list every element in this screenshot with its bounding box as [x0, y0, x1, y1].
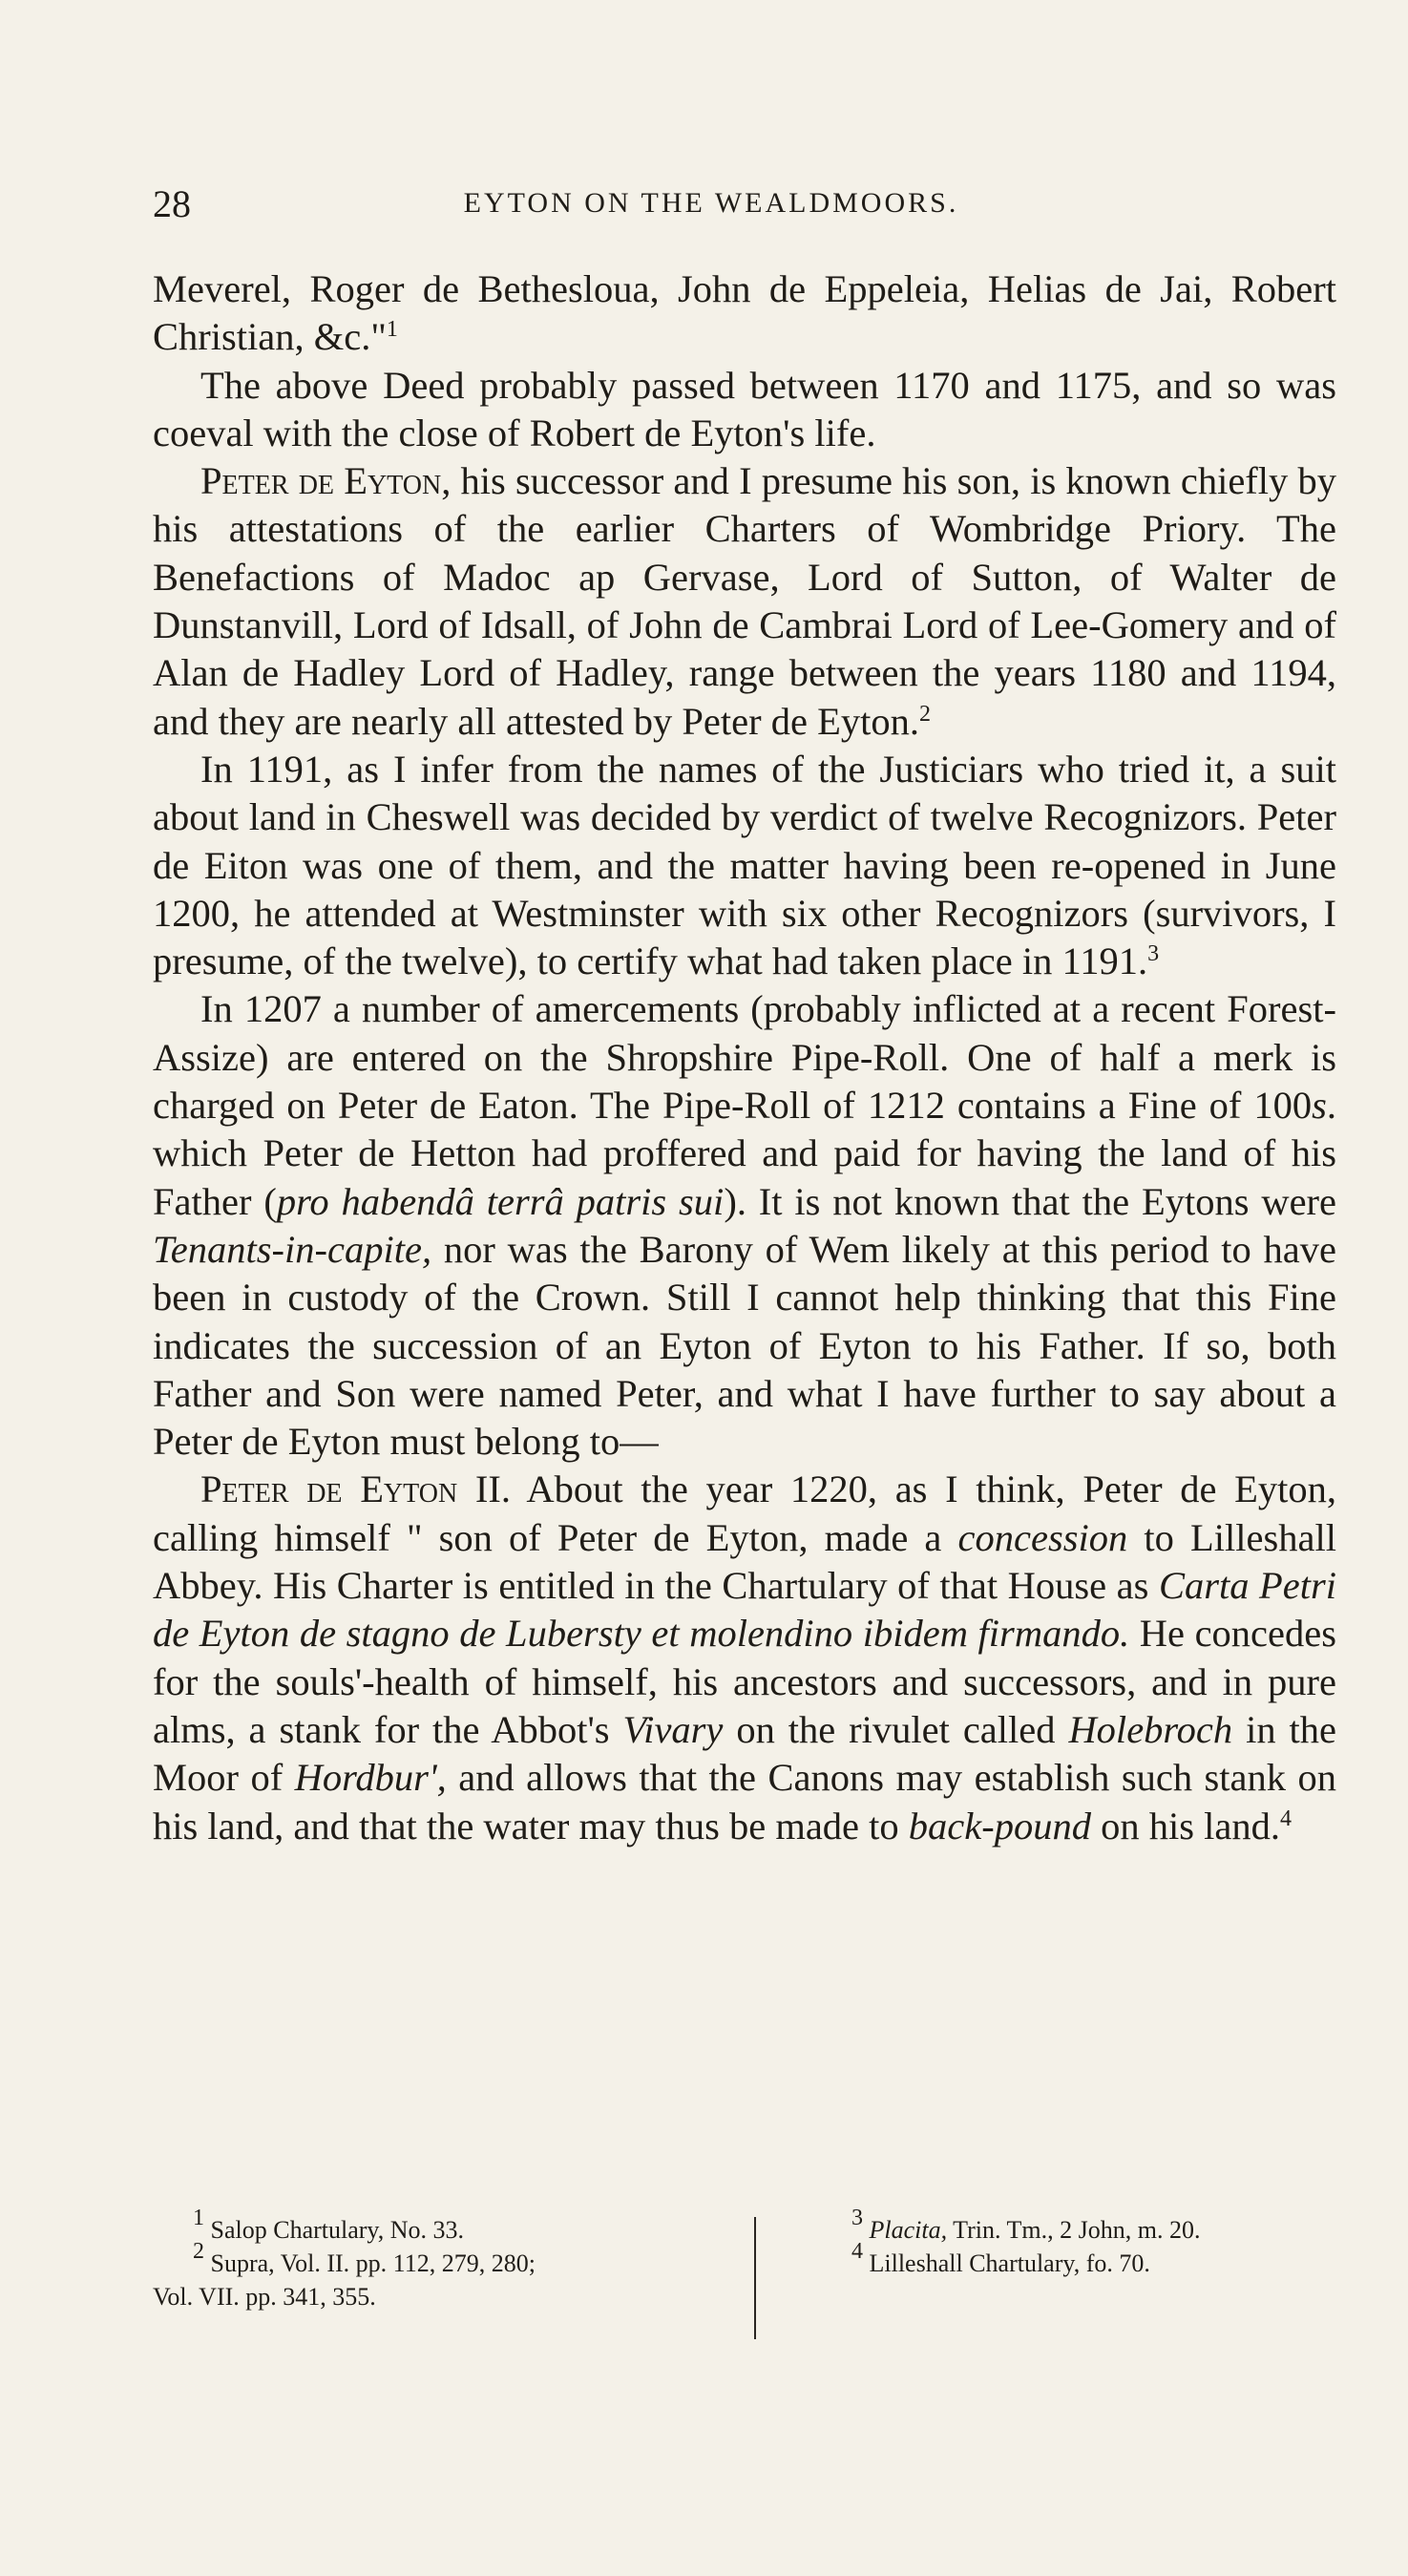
paragraph-4-text: In 1191, as I infer from the names of the Justiciars who tried it, a suit about land in Cheswell was decided by verdict of twelve Recognizors. Peter de Eiton was one of them, and the matter having been re-opened in June 1200, he attended at Westminster with six other Recognizors (survivors, I presume, of the twelve), to certify what had taken place in 1191.: [153, 747, 1336, 983]
paragraph-6-text-c: He concedes for the souls'-health of himself, his ancestors and successors, and in pure alms, a stank for the Abbot's: [153, 1612, 1337, 1751]
paragraph-6: [153, 1466, 1336, 1849]
paragraph-1-text: Meverel, Roger de Bethesloua, John de Eppeleia, Helias de Jai, Robert Christian, &c.": [153, 267, 1336, 359]
footnote-ref-2: 2: [918, 701, 931, 727]
footnote-ref-1: 1: [386, 317, 398, 343]
paragraph-6-text-g: on his land.: [1091, 1804, 1280, 1848]
footnote-3-italic: Placita,: [869, 2216, 948, 2244]
paragraph-5: [153, 985, 1336, 1466]
footnote-divider: [754, 2217, 756, 2339]
body-text: [153, 265, 1336, 1850]
italic-term-hordbur: Hordbur',: [294, 1756, 447, 1800]
italic-term-concession: concession: [957, 1515, 1128, 1559]
italic-term-back-pound: back-pound: [908, 1804, 1091, 1848]
paragraph-5-text-d: nor was the Barony of Wem likely at this period to have been in custody of the Crown. Still I cannot help thinking that this Fine indicates the succession of an Eyton of Eyton to his Father. If so, both Father and Son were named Peter, and what I have further to say about a Peter de Eyton must belong to—: [153, 1227, 1336, 1464]
person-name-peter-de-eyton-ii: Peter de Eyton II.: [200, 1467, 511, 1511]
footnote-3: [811, 2206, 1289, 2247]
footnote-1-text: Salop Chartulary, No. 33.: [204, 2216, 464, 2244]
footnote-3-text: Trin. Tm., 2 John, m. 20.: [947, 2216, 1201, 2244]
paragraph-3-text: , his successor and I presume his son, is known chiefly by his attestations of the earlier Charters of Wombridge Priory. The Benefactions of Madoc ap Gervase, Lord of Sutton, of Walter de Dunstanvill, Lord of Idsall, of John de Cambrai Lord of Lee-Gomery and of Alan de Hadley Lord of Hadley, range between the years 1180 and 1194, and they are nearly all attested by Peter de Eyton.: [153, 459, 1336, 743]
paragraph-1: [153, 265, 1336, 362]
paragraph-6-text-b: to Lilleshall Abbey. His Charter is entitled in the Chartulary of that House as: [153, 1515, 1336, 1608]
italic-term-tenants-in-capite: Tenants-in-capite,: [153, 1227, 432, 1271]
person-name-peter-de-eyton: Peter de Eyton: [200, 459, 442, 503]
footnotes: [153, 2206, 1298, 2342]
footnotes-right-column: [811, 2206, 1289, 2280]
footnote-4-number: 4: [851, 2239, 863, 2264]
paragraph-5-text-c: ). It is not known that the Eytons were: [724, 1179, 1337, 1223]
footnote-3-number: 3: [851, 2206, 863, 2230]
footnote-4: [811, 2239, 1289, 2280]
running-title: EYTON ON THE WEALDMOORS.: [463, 187, 959, 219]
shillings-abbrev: s: [1312, 1084, 1327, 1128]
paragraph-2: The above Deed probably passed between 1170 and 1175, and so was coeval with the close of Robert de Eyton's life.: [153, 363, 1336, 454]
paragraph-5-text-a: In 1207 a number of amercements (probably inflicted at a recent Forest-Assize) are entered on the Shropshire Pipe-Roll. One of half a merk is charged on Peter de Eaton. The Pipe-Roll of 1212 contains a Fine of 100: [153, 987, 1336, 1128]
footnote-2: [153, 2239, 745, 2280]
paragraph-6-text-f: and allows that the Canons may establish such stank on his land, and that the water may thus be made to: [153, 1756, 1336, 1848]
page-header: [153, 181, 1270, 229]
paragraph-4: [153, 746, 1336, 985]
page-number: 28: [153, 182, 191, 225]
footnote-ref-3: 3: [1147, 941, 1160, 967]
footnote-ref-4: 4: [1280, 1805, 1292, 1831]
footnote-2-continued: Vol. VII. pp. 341, 355.: [153, 2283, 376, 2311]
italic-term-holebroch: Holebroch: [1068, 1707, 1233, 1751]
paragraph-6-text-a: About the year 1220, as I think, Peter de Eyton, calling himself " son of Peter de Eyton, made a: [153, 1467, 1337, 1559]
paragraph-6-text-d: on the rivulet called: [723, 1707, 1069, 1751]
paragraph-5-text-b: . which Peter de Hetton had proffered and paid for having the land of his Father (: [153, 1084, 1336, 1223]
footnote-1-number: 1: [193, 2206, 204, 2230]
footnote-2-text: Supra, Vol. II. pp. 112, 279, 280;: [204, 2249, 536, 2277]
footnotes-left-column: [153, 2206, 745, 2313]
paragraph-3: [153, 457, 1336, 746]
footnote-1: [153, 2206, 745, 2247]
latin-phrase: pro habendâ terrâ patris sui: [276, 1179, 725, 1223]
charter-title: Carta Petri de Eyton de stagno de Lubersty et molendino ibidem firmando.: [153, 1564, 1336, 1656]
paragraph-6-text-e: in the Moor of: [153, 1707, 1336, 1800]
italic-term-vivary: Vivary: [622, 1707, 724, 1751]
footnote-4-text: Lilleshall Chartulary, fo. 70.: [863, 2249, 1150, 2277]
footnote-2-number: 2: [193, 2239, 204, 2264]
